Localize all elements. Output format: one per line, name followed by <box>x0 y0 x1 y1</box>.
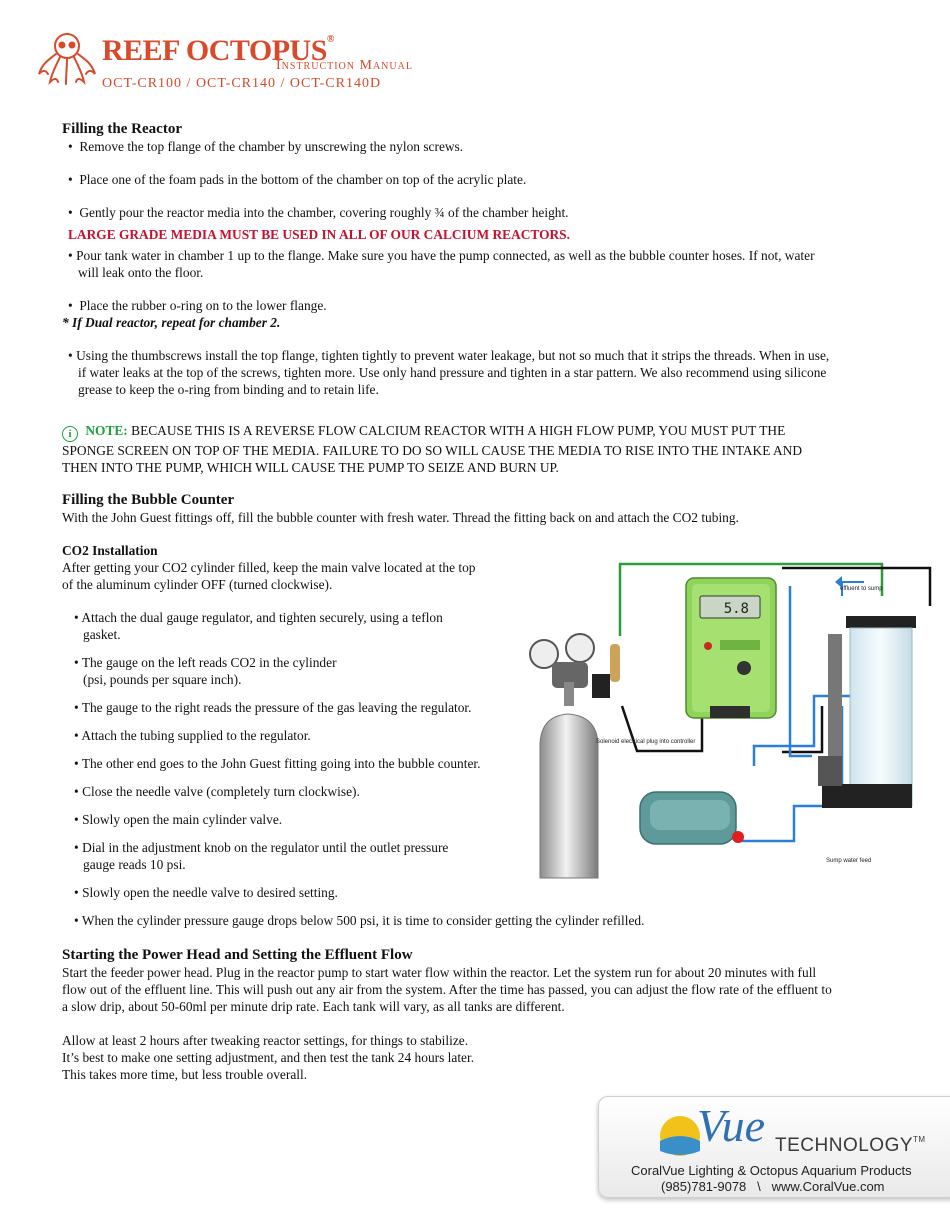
media-warning: LARGE GRADE MEDIA MUST BE USED IN ALL OF OUR CALCIUM REACTORS. <box>68 227 570 242</box>
model-numbers: OCT-CR100 / OCT-CR140 / OCT-CR140D <box>102 76 382 91</box>
list-item: • When the cylinder pressure gauge drops below 500 psi, it is time to consider getting the cylinder refilled. <box>74 913 645 928</box>
co2-regulator <box>530 634 620 706</box>
effluent-label: effluent to sump <box>840 586 883 592</box>
bubble-counter-section: Filling the Bubble Counter With the John Guest fittings off, fill the bubble counter with fresh water. Thread the fitting back on and attach the CO2 tubing. <box>62 491 922 526</box>
vue-script: Vue <box>697 1100 766 1151</box>
solenoid-label: Solenoid electrical plug into controller <box>596 739 696 745</box>
list-item: • Place the rubber o-ring on to the lower flange. <box>68 298 327 313</box>
coralvue-footer-card <box>598 1096 950 1198</box>
power-head-section: Starting the Power Head and Setting the Effluent Flow Start the feeder power head. Plug in the reactor pump to start water flow within the reactor. Let the system run for about 20 minutes with full flow out of the effluent line. This will push out any air from the system. After the time has passed, you can adjust the flow rate of the effluent to a slow drip, about 50-60ml per minute drip rate. Each tank will vary, as all tanks are different. Allow at least 2 hours after tweaking reactor settings, for things to stabilize. It’s best to make one setting adjustment, and then test the tank 24 hours later. This takes more time, but less trouble overall. <box>62 946 922 1083</box>
list-item: • Slowly open the main cylinder valve. <box>74 812 283 827</box>
dual-reactor-note: * If Dual reactor, repeat for chamber 2. <box>62 315 281 330</box>
list-item: • Attach the tubing supplied to the regulator. <box>74 728 311 743</box>
co2-cylinder <box>540 714 598 878</box>
feeder-pump <box>640 792 744 844</box>
list-item: • The gauge on the left reads CO2 in the cylinder (psi, pounds per square inch). <box>74 655 337 687</box>
list-item: • Close the needle valve (completely turn clockwise). <box>74 784 360 799</box>
list-item: • Gently pour the reactor media into the chamber, covering roughly ¾ of the chamber height. <box>68 205 569 220</box>
note-label: NOTE: <box>85 423 128 438</box>
section-heading: Starting the Power Head and Setting the Effluent Flow <box>62 947 413 963</box>
list-item: • Pour tank water in chamber 1 up to the flange. Make sure you have the pump connected, as well as the bubble counter hoses. If not, water will leak onto the floor. <box>68 248 815 280</box>
manual-title: Instruction Manual <box>276 58 413 73</box>
list-item: • Slowly open the needle valve to desired setting. <box>74 885 338 900</box>
co2-section: CO2 Installation After getting your CO2 cylinder filled, keep the main valve located at the top of the aluminum cylinder OFF (turned clockwise). • Attach the dual gauge regulator, and tighten securely, using a teflon gasket. • The gauge on the left reads CO2 in the cylinder (psi, pounds per square inch). • The gauge to the right reads the pressure of the gas leaving the regulator. • Attach the tubing supplied to the regulator. • The other end goes to the John Guest fitting going into the bubble counter. • Close the needle valve (completely turn clockwise). • Slowly open the main cylinder valve. • Dial in the adjustment knob on the regulator until the outlet pressure gauge reads 10 psi. • Slowly open the needle valve to desired setting. • When the cylinder pressure gauge drops below 500 psi, it is time to consider getting the cylinder refilled. <box>62 542 862 929</box>
list-item: • Dial in the adjustment knob on the regulator until the outlet pressure gauge reads 10 psi. <box>74 840 449 872</box>
brand-name: REEF OCTOPUS® <box>102 34 334 67</box>
list-item: • Using the thumbscrews install the top flange, tighten tightly to prevent water leakage, but not so much that it strips the threads. When in use, if water leaks at the top of the screws, tighten more. Use only hand pressure and tighten in a star pattern. We also recommend using silicone grease to keep the o-ring from binding and to retain life. <box>68 348 830 397</box>
ph-controller <box>686 578 776 718</box>
subsection-heading: CO2 Installation <box>62 543 158 558</box>
filling-reactor-section <box>62 120 882 398</box>
list-item: • The gauge to the right reads the pressure of the gas leaving the regulator. <box>74 700 472 715</box>
controller-display: 5.8 <box>723 601 749 617</box>
list-item: • Attach the dual gauge regulator, and tighten securely, using a teflon gasket. <box>74 610 443 642</box>
note-block: i NOTE: BECAUSE THIS IS A REVERSE FLOW CALCIUM REACTOR WITH A HIGH FLOW PUMP, YOU MUST PUT THE SPONGE SCREEN ON TOP OF THE MEDIA. FAILURE TO DO SO WILL CAUSE THE MEDIA TO RISE INTO THE INTAKE AND THEN INTO THE PUMP, WHICH WILL CAUSE THE PUMP TO SEIZE AND BURN UP. <box>62 423 803 475</box>
info-icon: i <box>62 426 78 442</box>
section-heading: Filling the Reactor <box>62 121 182 137</box>
octopus-logo-icon <box>36 30 98 86</box>
co2-setup-photo <box>522 556 950 886</box>
footer-subtitle: CoralVue Lighting & Octopus Aquarium Products <box>631 1163 912 1178</box>
header <box>36 30 456 94</box>
technology-wordmark: TECHNOLOGY™ <box>775 1135 926 1156</box>
footer-contact: (985)781-9078 \ www.CoralVue.com <box>661 1179 885 1194</box>
section-heading: Filling the Bubble Counter <box>62 492 235 508</box>
list-item: • The other end goes to the John Guest fitting going into the bubble counter. <box>74 756 481 771</box>
list-item: • Place one of the foam pads in the bottom of the chamber on top of the acrylic plate. <box>68 172 527 187</box>
calcium-reactor <box>818 616 916 808</box>
list-item: • Remove the top flange of the chamber by unscrewing the nylon screws. <box>68 139 464 154</box>
sump-label: Sump water feed <box>826 858 872 864</box>
